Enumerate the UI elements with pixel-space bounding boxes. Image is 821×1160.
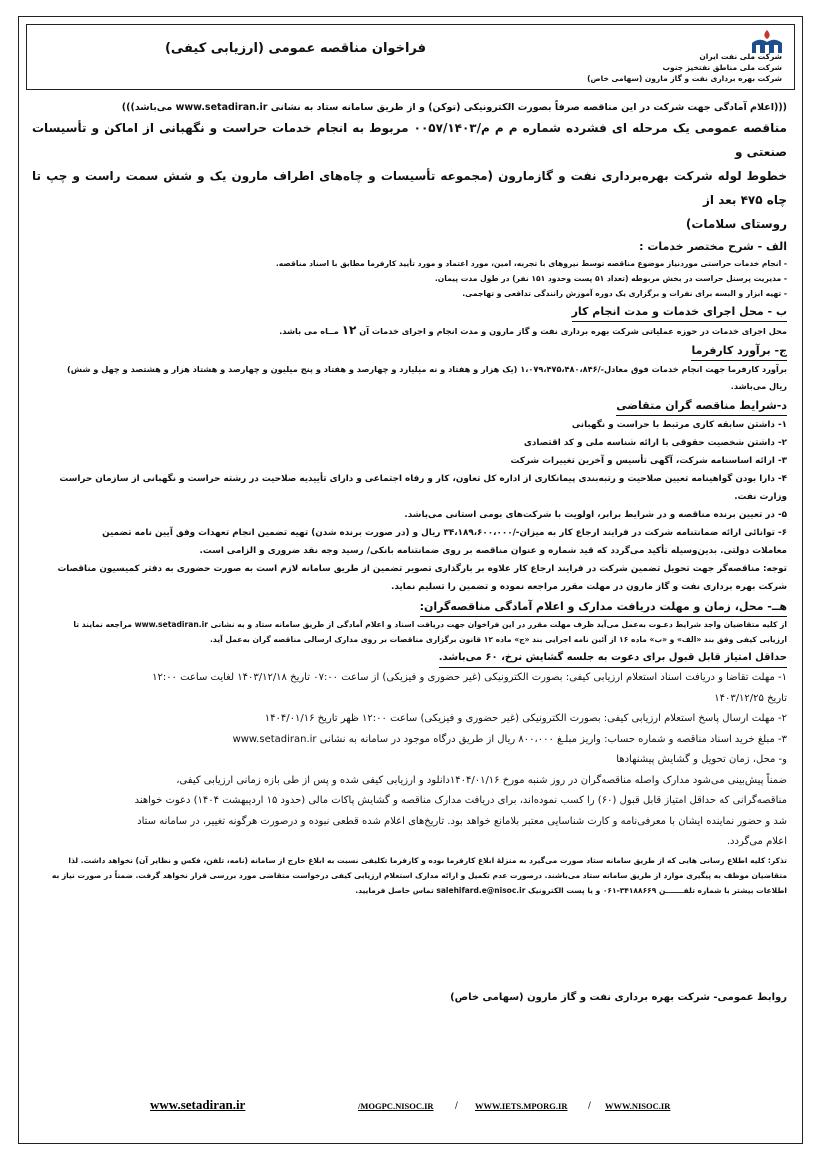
content <box>32 100 787 898</box>
schedule <box>32 668 787 853</box>
section-a-heading: الف - شرح مختصر خدمات : <box>639 240 787 253</box>
section-c-text <box>32 361 787 395</box>
lead-line: روستای سلامات) <box>685 217 787 231</box>
condition-item: وزارت نفت. <box>734 492 787 502</box>
condition-item: توجه: مناقصه‌گر جهت تحویل تضمین شرکت در فرایند ارجاع کار علاوه بر بارگذاری تصویر تضمین از طریق سامانه لازم است به صورت حضوری به دفتر کمیسیون مناقصات <box>57 564 787 574</box>
min-score: حداقل امتیاز قابل قبول برای دعوت به جلسه گشایش نرخ، ۶۰ می‌باشد. <box>439 649 787 668</box>
schedule-line: و- محل، زمان تحویل و گشایش پیشنهادها <box>616 754 787 765</box>
footer-separator: / <box>455 1101 458 1111</box>
section-e-line: ارزیابی کیفی وفق بند «الف» و «ب» ماده ۱۶ از آئین نامه اجرایی بند «ج» ماده ۱۲ قانون برگزاری مناقصات بر روی مدارک ارسالی مناقصه گران به‌عمل آید. <box>210 635 787 644</box>
schedule-line: ضمناً پیش‌بینی می‌شود مدارک واصله مناقصه‌گران در روز شنبه مورخ ۱۴۰۴/۰۱/۱۶دانلود و ارزیابی کیفی شده و پس از طی بازه زمانی ارزیابی کیفی، <box>176 774 787 786</box>
condition-item: شرکت بهره برداری نفت و گاز مارون در مهلت مقرر مراجعه نموده و تضمین را تسلیم نماید. <box>391 582 787 592</box>
list-item: - تهیه ابزار و البسه برای نفرات و برگزاری یک دوره آموزش رانندگی تدافعی و تهاجمی. <box>462 289 787 298</box>
signature: روابط عمومی- شرکت بهره برداری نفت و گاز مارون (سهامی خاص) <box>450 992 787 1003</box>
header <box>26 24 795 90</box>
section-e-line: از کلیه متقاضیان واجد شرایط دعـوت به‌عمل می‌آید ظرف مهلت مقرر در این فراخوان جهت دریافت اسناد و اعلام آمادگی از طریق سامانه ستاد و به نشانی www.setadiran.ir مراجعه نمایند تا <box>73 620 787 629</box>
list-item: - انجام خدمات حراستی موردنیاز موضوع مناقصه توسط نیروهای با تجربه، امین، مورد اعتماد و مورد تأیید کارفرما مطابق با اسناد مناقصه. <box>275 259 787 268</box>
condition-item: ۵- در تعیین برنده مناقصه و در شرایط برابر، اولویت با شرکت‌های بومی استانی می‌باشد. <box>404 510 787 520</box>
section-b-text-after: مــاه می باشد. <box>279 326 339 336</box>
estimate-line: برآورد کارفرما جهت انجام خدمات فوق معادل-/۱،۰۷۹،۴۷۵،۴۸۰،۸۴۶ (یک هزار و هفتاد و نه میلیارد و چهارصد و هفتاد و پنج میلیون و چهارصد و هشتاد هزار و هشتصد و چهل و شش) <box>67 364 787 374</box>
lead-title <box>32 116 787 236</box>
page-title: فراخوان مناقصه عمومی (ارزیابی کیفی) <box>164 41 427 56</box>
schedule-line: تاریخ ۱۴۰۳/۱۲/۲۵ <box>714 692 787 704</box>
company-line-3: شرکت بهره برداری نفت و گاز مارون (سهامی خاص) <box>587 74 782 83</box>
section-b-text <box>32 322 787 340</box>
schedule-line: ۲- مهلت ارسال پاسخ استعلام ارزیابی کیفی: بصورت الکترونیکی (غیر حضوری و فیزیکی) ساعت ۱۲:۰۰ ظهر تاریخ ۱۴۰۴/۰۱/۱۶ <box>264 713 787 724</box>
condition-item: ۴- دارا بودن گواهینامه تعیین صلاحیت و رتبه‌بندی پیمانکاری از اداره کل تعاون، کار و رفاه اجتماعی و دارای تأییدیه صلاحیت در رشته حراست و نگهبانی از سازمان حراست <box>59 474 787 484</box>
section-d-heading: د-شرایط مناقصه گران متقاضی <box>616 397 787 416</box>
lead-line: مناقصه عمومی یک مرحله ای فشرده شماره م م م/۰۰۵۷/۱۴۰۳ مربوط به انجام خدمات حراست و نگهبانی از اماکن و تأسیسات صنعتی و <box>32 121 787 159</box>
condition-item: ۳- ارائه اساسنامه شرکت، آگهی تأسیس و آخرین تغییرات شرکت <box>510 456 787 466</box>
note-block <box>32 853 787 898</box>
company-line-2: شرکت ملی مناطق نفتخیز جنوب <box>662 63 782 72</box>
section-e-heading: هــ- محل، زمان و مهلت دریافت مدارک و اعلام آمادگی مناقصه‌گران: <box>420 598 787 617</box>
estimate-line: ریال می‌باشد. <box>730 381 787 391</box>
list-item: - مدیریت پرسنل حراست در بخش مربوطه (تعداد ۵۱ پست وحدود ۱۵۱ نفر) در طول مدت پیمان. <box>434 274 787 283</box>
schedule-line: ۱- مهلت تقاضا و دریافت اسناد استعلام ارزیابی کیفی: بصورت الکترونیکی (غیر حضوری و فیزیکی) از ساعت ۰۷:۰۰ تاریخ ۱۴۰۳/۱۲/۱۸ لغایت ساعت ۱۲:۰۰ <box>152 672 787 683</box>
intro-text: (((اعلام آمادگی جهت شرکت در این مناقصه صرفاً بصورت الکترونیکی (توکن) و از طریق سامانه ستاد به نشانی www.setadiran.ir می‌باشد))) <box>121 102 787 113</box>
schedule-line: اعلام می‌گردد. <box>726 836 787 847</box>
iets-link[interactable]: WWW.IETS.MPORG.IR <box>475 1101 568 1111</box>
condition-item: معاملات دولتی. بدین‌وسیله تأکید می‌گردد که قید شماره و عنوان مناقصه بر روی ضمانتنامه بانکی/ رسید وجه نقد ضروری و الزامی است. <box>199 546 787 556</box>
setadiran-link[interactable]: www.setadiran.ir <box>150 1097 246 1112</box>
note-line: متقاضیان موظف به پیگیری موارد از طریق سامانه ستاد می‌باشند. درصورت عدم تکمیل و ارائه مدارک استعلام ارزیابی کیفی درخواست متقاضی مورد بررسی قرار نخواهد گرفت. ضمناً در صورت نیاز به <box>51 870 787 880</box>
section-b-heading: ب - محل اجرای خدمات و مدت انجام کار <box>572 303 787 322</box>
mogpc-link[interactable]: /MOGPC.NISOC.IR <box>358 1101 434 1111</box>
note-line: اطلاعات بیشتر با شماره تلفـــــــن ۳۴۱۸۸۶۶۹-۰۶۱ و یا پست الکترونیک salehifard.e@nisoc.ir تماس حاصل فرمایید. <box>355 885 787 895</box>
company-block <box>587 51 782 84</box>
schedule-line: ۳- مبلغ خرید اسناد مناقصه و شماره حساب: واریز مبلـغ ۸۰۰،۰۰۰ ریال از طریق درگاه موجود در سامانه به نشانی www.setadiran.ir <box>232 733 787 745</box>
section-d-list <box>32 416 787 596</box>
condition-item: ۱- داشتن سابقه کاری مرتبط با حراست و نگهبانی <box>571 420 787 430</box>
condition-item: ۲- داشتن شخصیت حقوقی با ارائه شناسه ملی و کد اقتصادی <box>523 438 787 448</box>
note-line: تذکر: کلیه اطلاع رسانی هایی که از طریق سامانه ستاد صورت می‌گیرد به منزلهٔ ابلاغ کارفرما بوده و کارفرما تکلیفی نسبت به ابلاغ خارج از سامانه (نامه، تلفن، فکس و نظایر آن) نخواهد داشت. لذا <box>68 855 787 865</box>
section-c-heading: ج- برآورد کارفرما <box>691 342 787 361</box>
footer-separator: / <box>588 1101 591 1111</box>
schedule-line: شد و حضور نماینده ایشان با معرفی‌نامه و کارت شناسایی معتبر بلامانع خواهد بود. تاریخ‌های اعلام شده قطعی نبوده و درصورت هرگونه تغییر، در سامانه ستاد <box>137 815 787 827</box>
condition-item: ۶- توانائی ارائه ضمانتنامه شرکت در فرایند ارجاع کار به میزان-/۳۴،۱۸۹،۶۰۰،۰۰۰ ریال و (در صورت برنده شدن) تهیه تضمین انجام تعهدات وفق آیین نامه تضمین <box>102 528 787 538</box>
section-a-list <box>32 256 787 301</box>
nisoc-link[interactable]: WWW.NISOC.IR <box>605 1101 671 1111</box>
section-b-text-before: محل اجرای خدمات در حوزه عملیاتی شرکت بهره برداری نفت و گاز مارون و مدت انجام و اجرای خدمات آن <box>359 326 787 336</box>
footer <box>150 1097 683 1119</box>
company-line-1: شرکت ملی نفت ایران <box>699 52 782 61</box>
duration-months: ۱۲ <box>341 323 357 337</box>
lead-line: خطوط لوله شرکت بهره‌برداری نفت و گازمارون (مجموعه تأسیسات و چاه‌های اطراف مارون یک و شش سمت راست و چپ تا چاه ۴۷۵ بعد از <box>32 169 787 207</box>
schedule-line: مناقصه‌گرانی که حداقل امتیاز قابل قبول (۶۰) را کسب نموده‌اند، برای دریافت مدارک مناقصه و گشایش پاکات مالی (حدود ۱۵ اردیبهشت ۱۴۰۴) دعوت خواهند <box>134 795 787 806</box>
section-e-text <box>32 617 787 647</box>
